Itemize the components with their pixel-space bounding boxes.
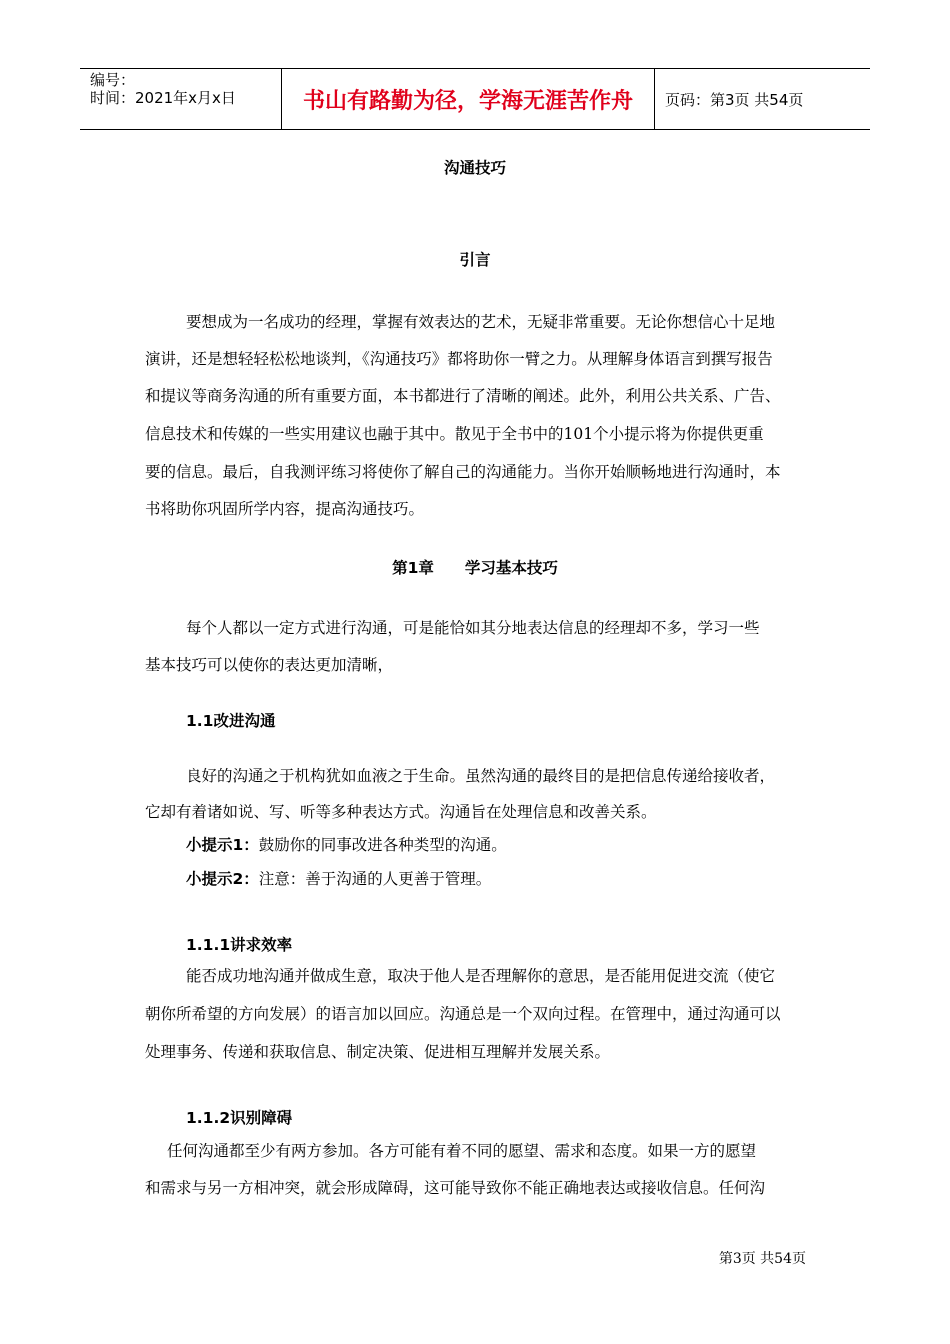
tip-2-text: 注意：善于沟通的人更善于管理。 [258,870,492,888]
paragraph-line: 和提议等商务沟通的所有重要方面，本书都进行了清晰的阐述。此外，利用公共关系、广告、 [145,387,781,405]
paragraph-line: 要想成为一名成功的经理，掌握有效表达的艺术，无疑非常重要。无论你想信心十足地 [186,313,776,331]
intro-heading: 引言 [459,251,491,269]
paragraph-line: 要的信息。最后，自我测评练习将使你了解自己的沟通能力。当你开始顺畅地进行沟通时，本 [145,463,781,481]
paragraph-line: 每个人都以一定方式进行沟通，可是能恰如其分地表达信息的经理却不多，学习一些 [186,619,760,637]
paragraph-line: 它却有着诸如说、写、听等多种表达方式。沟通旨在处理信息和改善关系。 [145,803,657,821]
section-heading-1-1-2: 1.1.2识别障碍 [186,1109,293,1127]
page-footer: 第3页 共54页 [718,1251,806,1267]
paragraph-line: 书将助你巩固所学内容，提高沟通技巧。 [145,500,425,518]
paragraph-line: 任何沟通都至少有两方参加。各方可能有着不同的愿望、需求和态度。如果一方的愿望 [167,1142,757,1160]
document-header [80,68,870,130]
paragraph-line: 朝你所希望的方向发展）的语言加以回应。沟通总是一个双向过程。在管理中，通过沟通可以 [145,1005,781,1023]
header-meta-cell [80,69,281,129]
section-heading-1-1-1: 1.1.1讲求效率 [186,936,293,954]
tip-1 [186,835,507,855]
document-number-label: 编号： [90,71,136,89]
tip-1-label: 小提示1： [186,836,259,854]
paragraph-line: 和需求与另一方相冲突，就会形成障碍，这可能导致你不能正确地表达或接收信息。任何沟 [145,1179,766,1197]
chapter-heading: 第1章 学习基本技巧 [392,559,558,577]
paragraph-line: 良好的沟通之于机构犹如血液之于生命。虽然沟通的最终目的是把信息传递给接收者， [186,767,776,785]
paragraph-line: 处理事务、传递和获取信息、制定决策、促进相互理解并发展关系。 [145,1043,611,1061]
paragraph-line: 信息技术和传媒的一些实用建议也融于其中。散见于全书中的101个小提示将为你提供更重 [145,425,764,443]
section-heading-1-1: 1.1改进沟通 [186,712,276,730]
document-title: 沟通技巧 [443,159,506,177]
header-motto-cell [281,69,655,129]
tip-1-text: 鼓励你的同事改进各种类型的沟通。 [258,836,507,854]
tip-2-label: 小提示2： [186,870,259,888]
header-page-cell [655,69,870,129]
paragraph-line: 基本技巧可以使你的表达更加清晰， [145,656,394,674]
paragraph-line: 能否成功地沟通并做成生意，取决于他人是否理解你的意思，是否能用促进交流（使它 [186,967,776,985]
paragraph-line: 演讲，还是想轻轻松松地谈判，《沟通技巧》都将助你一臂之力。从理解身体语言到撰写报告 [145,350,773,368]
header-page-info: 页码：第3页 共54页 [665,90,804,109]
tip-2 [186,869,491,889]
document-time-label: 时间：2021年x月x日 [90,89,236,107]
header-motto: 书山有路勤为径，学海无涯苦作舟 [302,88,633,114]
